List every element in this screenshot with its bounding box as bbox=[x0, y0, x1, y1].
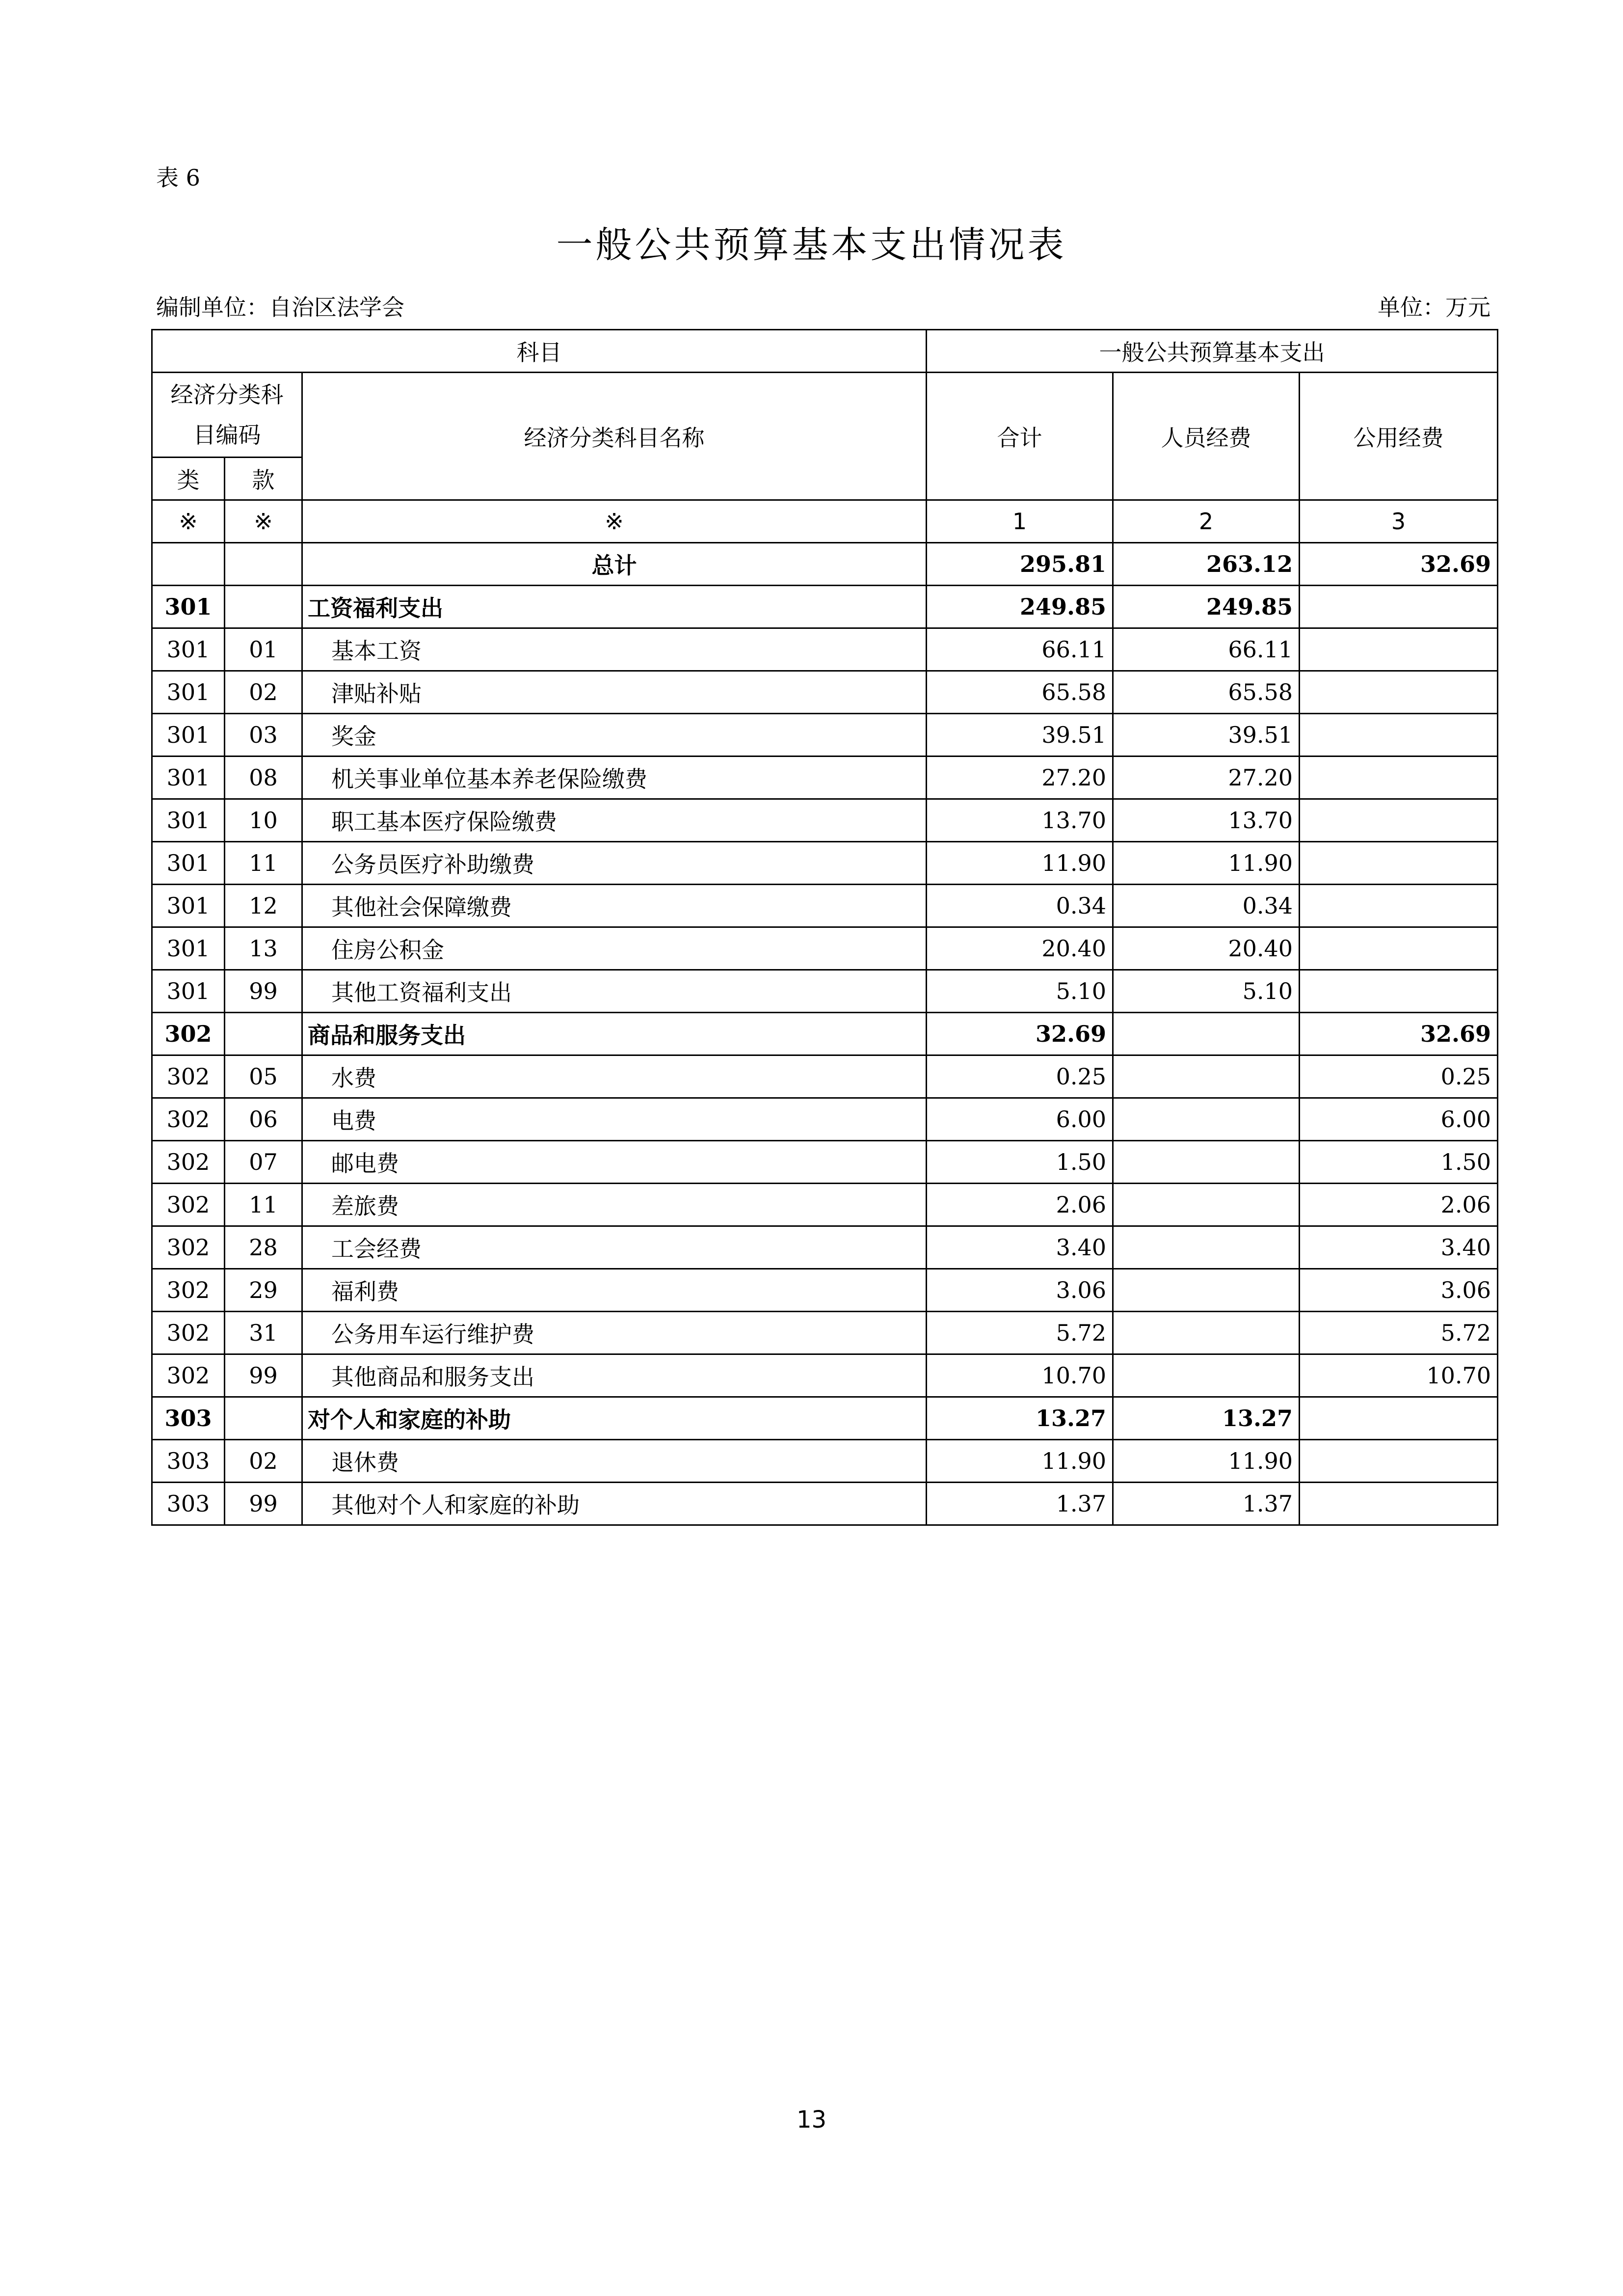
table-number: 表 6 bbox=[156, 164, 200, 191]
table-row bbox=[152, 628, 1498, 671]
page-title: 一般公共预算基本支出情况表 bbox=[556, 224, 1067, 266]
row-total-cell: 2.06 bbox=[927, 1184, 1113, 1226]
row-name-cell: 公务用车运行维护费 bbox=[302, 1312, 927, 1354]
table-row bbox=[152, 842, 1498, 885]
row-personnel-cell: 20.40 bbox=[1113, 927, 1300, 970]
row-personnel-cell bbox=[1113, 1269, 1300, 1312]
header-public: 公用经费 bbox=[1300, 373, 1498, 500]
table-row bbox=[152, 927, 1498, 970]
header-kuan: 款 bbox=[225, 458, 302, 500]
table-row bbox=[152, 1354, 1498, 1397]
row-personnel-cell: 11.90 bbox=[1113, 1440, 1300, 1483]
row-lei-cell: 302 bbox=[152, 1098, 225, 1141]
row-name-cell: 邮电费 bbox=[302, 1141, 927, 1184]
row-name-cell: 工资福利支出 bbox=[302, 586, 927, 628]
row-public-cell bbox=[1300, 756, 1498, 799]
row-lei-cell bbox=[152, 543, 225, 586]
row-total-cell: 0.25 bbox=[927, 1055, 1113, 1098]
row-name-cell: 其他对个人和家庭的补助 bbox=[302, 1483, 927, 1525]
row-total-cell: 27.20 bbox=[927, 756, 1113, 799]
row-kuan-cell: 07 bbox=[225, 1141, 302, 1184]
header-econ-name: 经济分类科目名称 bbox=[302, 373, 927, 500]
row-kuan-cell: 99 bbox=[225, 970, 302, 1013]
row-total-cell: 39.51 bbox=[927, 714, 1113, 756]
table-row bbox=[152, 543, 1498, 586]
row-lei-cell: 302 bbox=[152, 1354, 225, 1397]
table-row bbox=[152, 1440, 1498, 1483]
row-lei-cell: 301 bbox=[152, 799, 225, 842]
row-lei-cell: 301 bbox=[152, 970, 225, 1013]
row-name-cell: 总计 bbox=[302, 543, 927, 586]
row-total-cell: 5.10 bbox=[927, 970, 1113, 1013]
row-name-cell: 其他社会保障缴费 bbox=[302, 885, 927, 927]
row-lei-cell: 301 bbox=[152, 885, 225, 927]
header-row-1 bbox=[152, 330, 1498, 373]
row-personnel-cell bbox=[1113, 1013, 1300, 1055]
table-row bbox=[152, 1184, 1498, 1226]
row-total-cell: 11.90 bbox=[927, 1440, 1113, 1483]
row-lei-cell: 302 bbox=[152, 1141, 225, 1184]
row-personnel-cell: 65.58 bbox=[1113, 671, 1300, 714]
row-personnel-cell: 66.11 bbox=[1113, 628, 1300, 671]
row-kuan-cell: 02 bbox=[225, 1440, 302, 1483]
table-row bbox=[152, 799, 1498, 842]
table-row bbox=[152, 1269, 1498, 1312]
header-personnel: 人员经费 bbox=[1113, 373, 1300, 500]
row-kuan-cell: 03 bbox=[225, 714, 302, 756]
row-personnel-cell: 263.12 bbox=[1113, 543, 1300, 586]
row-total-cell: 0.34 bbox=[927, 885, 1113, 927]
row-total-cell: 3.40 bbox=[927, 1226, 1113, 1269]
row-total-cell: 66.11 bbox=[927, 628, 1113, 671]
row-kuan-cell: 02 bbox=[225, 671, 302, 714]
row-personnel-cell bbox=[1113, 1141, 1300, 1184]
row-name-cell: 职工基本医疗保险缴费 bbox=[302, 799, 927, 842]
table-row bbox=[152, 1055, 1498, 1098]
row-lei-cell: 301 bbox=[152, 671, 225, 714]
budget-table bbox=[151, 329, 1498, 1526]
row-total-cell: 13.70 bbox=[927, 799, 1113, 842]
row-public-cell bbox=[1300, 799, 1498, 842]
row-kuan-cell: 12 bbox=[225, 885, 302, 927]
row-public-cell bbox=[1300, 1483, 1498, 1525]
row-personnel-cell: 39.51 bbox=[1113, 714, 1300, 756]
row-lei-cell: 302 bbox=[152, 1226, 225, 1269]
marker-cell: 3 bbox=[1300, 500, 1498, 543]
row-kuan-cell: 11 bbox=[225, 1184, 302, 1226]
row-kuan-cell: 29 bbox=[225, 1269, 302, 1312]
row-kuan-cell: 31 bbox=[225, 1312, 302, 1354]
marker-cell: 2 bbox=[1113, 500, 1300, 543]
row-public-cell bbox=[1300, 842, 1498, 885]
header-subject: 科目 bbox=[152, 330, 927, 373]
row-public-cell: 5.72 bbox=[1300, 1312, 1498, 1354]
row-personnel-cell: 1.37 bbox=[1113, 1483, 1300, 1525]
marker-cell: ※ bbox=[152, 500, 225, 543]
row-personnel-cell: 27.20 bbox=[1113, 756, 1300, 799]
row-public-cell bbox=[1300, 714, 1498, 756]
row-name-cell: 住房公积金 bbox=[302, 927, 927, 970]
currency-unit: 单位：万元 bbox=[1378, 294, 1490, 321]
table-row bbox=[152, 1483, 1498, 1525]
row-name-cell: 公务员医疗补助缴费 bbox=[302, 842, 927, 885]
row-public-cell bbox=[1300, 927, 1498, 970]
row-public-cell: 32.69 bbox=[1300, 543, 1498, 586]
row-name-cell: 差旅费 bbox=[302, 1184, 927, 1226]
row-public-cell: 3.40 bbox=[1300, 1226, 1498, 1269]
row-lei-cell: 301 bbox=[152, 756, 225, 799]
row-name-cell: 对个人和家庭的补助 bbox=[302, 1397, 927, 1440]
row-lei-cell: 301 bbox=[152, 586, 225, 628]
row-lei-cell: 301 bbox=[152, 628, 225, 671]
row-total-cell: 3.06 bbox=[927, 1269, 1113, 1312]
row-total-cell: 5.72 bbox=[927, 1312, 1113, 1354]
header-lei: 类 bbox=[152, 458, 225, 500]
row-total-cell: 1.37 bbox=[927, 1483, 1113, 1525]
row-personnel-cell bbox=[1113, 1226, 1300, 1269]
row-public-cell: 3.06 bbox=[1300, 1269, 1498, 1312]
table-row bbox=[152, 885, 1498, 927]
row-personnel-cell: 11.90 bbox=[1113, 842, 1300, 885]
row-kuan-cell: 11 bbox=[225, 842, 302, 885]
row-total-cell: 1.50 bbox=[927, 1141, 1113, 1184]
row-name-cell: 福利费 bbox=[302, 1269, 927, 1312]
header-econ-code-line2: 目编码 bbox=[193, 422, 261, 448]
row-kuan-cell: 28 bbox=[225, 1226, 302, 1269]
row-name-cell: 电费 bbox=[302, 1098, 927, 1141]
row-personnel-cell bbox=[1113, 1055, 1300, 1098]
row-name-cell: 工会经费 bbox=[302, 1226, 927, 1269]
row-lei-cell: 302 bbox=[152, 1013, 225, 1055]
row-total-cell: 13.27 bbox=[927, 1397, 1113, 1440]
row-name-cell: 商品和服务支出 bbox=[302, 1013, 927, 1055]
row-public-cell bbox=[1300, 671, 1498, 714]
marker-cell: ※ bbox=[302, 500, 927, 543]
row-public-cell: 0.25 bbox=[1300, 1055, 1498, 1098]
row-total-cell: 20.40 bbox=[927, 927, 1113, 970]
row-public-cell bbox=[1300, 1397, 1498, 1440]
row-kuan-cell bbox=[225, 1397, 302, 1440]
page-number: 13 bbox=[796, 2106, 827, 2134]
row-total-cell: 295.81 bbox=[927, 543, 1113, 586]
row-lei-cell: 303 bbox=[152, 1483, 225, 1525]
row-kuan-cell: 06 bbox=[225, 1098, 302, 1141]
table-row bbox=[152, 1141, 1498, 1184]
table-row bbox=[152, 1013, 1498, 1055]
table-row bbox=[152, 1397, 1498, 1440]
row-public-cell bbox=[1300, 1440, 1498, 1483]
header-total: 合计 bbox=[927, 373, 1113, 500]
row-public-cell bbox=[1300, 885, 1498, 927]
table-row bbox=[152, 1312, 1498, 1354]
compiling-unit: 编制单位：自治区法学会 bbox=[156, 294, 404, 321]
row-lei-cell: 301 bbox=[152, 714, 225, 756]
row-name-cell: 津贴补贴 bbox=[302, 671, 927, 714]
row-name-cell: 水费 bbox=[302, 1055, 927, 1098]
marker-cell: 1 bbox=[927, 500, 1113, 543]
row-kuan-cell: 99 bbox=[225, 1483, 302, 1525]
row-name-cell: 其他工资福利支出 bbox=[302, 970, 927, 1013]
row-lei-cell: 302 bbox=[152, 1269, 225, 1312]
header-econ-code bbox=[152, 373, 302, 458]
row-public-cell bbox=[1300, 586, 1498, 628]
row-public-cell: 1.50 bbox=[1300, 1141, 1498, 1184]
row-lei-cell: 302 bbox=[152, 1184, 225, 1226]
table-row bbox=[152, 756, 1498, 799]
row-public-cell: 32.69 bbox=[1300, 1013, 1498, 1055]
row-name-cell: 机关事业单位基本养老保险缴费 bbox=[302, 756, 927, 799]
row-kuan-cell bbox=[225, 1013, 302, 1055]
row-name-cell: 基本工资 bbox=[302, 628, 927, 671]
row-lei-cell: 302 bbox=[152, 1312, 225, 1354]
table-row bbox=[152, 1226, 1498, 1269]
row-personnel-cell: 249.85 bbox=[1113, 586, 1300, 628]
row-kuan-cell: 13 bbox=[225, 927, 302, 970]
table-row bbox=[152, 714, 1498, 756]
row-name-cell: 退休费 bbox=[302, 1440, 927, 1483]
row-public-cell bbox=[1300, 628, 1498, 671]
marker-cell: ※ bbox=[225, 500, 302, 543]
header-econ-code-line1: 经济分类科 bbox=[170, 381, 284, 408]
row-total-cell: 32.69 bbox=[927, 1013, 1113, 1055]
table-row bbox=[152, 970, 1498, 1013]
table-row bbox=[152, 586, 1498, 628]
row-lei-cell: 301 bbox=[152, 842, 225, 885]
row-kuan-cell bbox=[225, 543, 302, 586]
row-name-cell: 奖金 bbox=[302, 714, 927, 756]
row-lei-cell: 303 bbox=[152, 1440, 225, 1483]
row-total-cell: 6.00 bbox=[927, 1098, 1113, 1141]
row-personnel-cell bbox=[1113, 1354, 1300, 1397]
row-kuan-cell: 05 bbox=[225, 1055, 302, 1098]
row-total-cell: 10.70 bbox=[927, 1354, 1113, 1397]
header-row-2 bbox=[152, 373, 1498, 458]
row-lei-cell: 301 bbox=[152, 927, 225, 970]
row-kuan-cell: 99 bbox=[225, 1354, 302, 1397]
row-public-cell bbox=[1300, 970, 1498, 1013]
marker-row bbox=[152, 500, 1498, 543]
row-personnel-cell bbox=[1113, 1184, 1300, 1226]
row-personnel-cell bbox=[1113, 1312, 1300, 1354]
row-kuan-cell bbox=[225, 586, 302, 628]
row-public-cell: 2.06 bbox=[1300, 1184, 1498, 1226]
row-name-cell: 其他商品和服务支出 bbox=[302, 1354, 927, 1397]
row-lei-cell: 302 bbox=[152, 1055, 225, 1098]
row-personnel-cell: 0.34 bbox=[1113, 885, 1300, 927]
row-personnel-cell: 13.27 bbox=[1113, 1397, 1300, 1440]
row-public-cell: 10.70 bbox=[1300, 1354, 1498, 1397]
row-kuan-cell: 08 bbox=[225, 756, 302, 799]
row-kuan-cell: 01 bbox=[225, 628, 302, 671]
row-total-cell: 65.58 bbox=[927, 671, 1113, 714]
row-lei-cell: 303 bbox=[152, 1397, 225, 1440]
row-personnel-cell bbox=[1113, 1098, 1300, 1141]
row-total-cell: 11.90 bbox=[927, 842, 1113, 885]
row-personnel-cell: 5.10 bbox=[1113, 970, 1300, 1013]
row-kuan-cell: 10 bbox=[225, 799, 302, 842]
table-row bbox=[152, 671, 1498, 714]
row-public-cell: 6.00 bbox=[1300, 1098, 1498, 1141]
row-personnel-cell: 13.70 bbox=[1113, 799, 1300, 842]
row-total-cell: 249.85 bbox=[927, 586, 1113, 628]
header-budget: 一般公共预算基本支出 bbox=[927, 330, 1498, 373]
table-row bbox=[152, 1098, 1498, 1141]
